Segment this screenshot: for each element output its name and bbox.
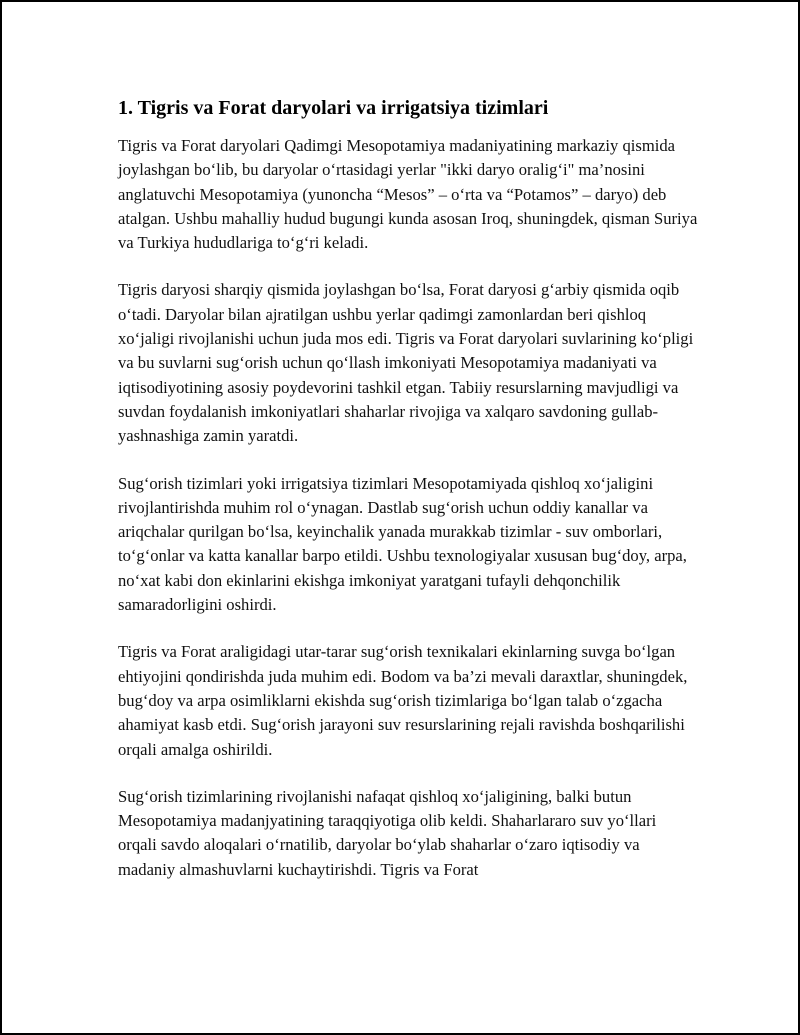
paragraph-3: Sug‘orish tizimlari yoki irrigatsiya tizimlari Mesopotamiyada qishloq xo‘jaligini rivojlantirishda muhim rol o‘ynagan. Dastlab sug‘orish uchun oddiy kanallar va ariqchalar qurilgan bo‘lsa, keyinchalik yanada murakkab tizimlar - suv omborlari, to‘g‘onlar va katta kanallar barpo etildi. Ushbu texnologiyalar xususan bug‘doy, arpa, no‘xat kabi don ekinlarini ekishga imkoniyat yaratgani tufayli dehqonchilik samaradorligini oshirdi. xyxy=(118,473,687,615)
paragraph-1: Tigris va Forat daryolari Qadimgi Mesopotamiya madaniyatining markaziy qismida joylashgan bo‘lib, bu daryolar o‘rtasidagi yerlar "ikki daryo oralig‘i" ma’nosini anglatuvchi Mesopotamiya (yunoncha “Mesos” – o‘rta va “Potamos” – daryo) deb atalgan. Ushbu mahalliy hudud bugungi kunda asosan Iroq, shuningdek, qisman Suriya va Turkiya hududlariga to‘g‘ri keladi. xyxy=(118,136,698,253)
section-heading: 1. Tigris va Forat daryolari va irrigatsiya tizimlari xyxy=(118,97,549,119)
document-content xyxy=(118,96,698,905)
paragraph-2: Tigris daryosi sharqiy qismida joylashgan bo‘lsa, Forat daryosi g‘arbiy qismida oqib o‘tadi. Daryolar bilan ajratilgan ushbu yerlar qadimgi zamonlardan beri qishloq xo‘jaligi rivojlanishi uchun juda mos edi. Tigris va Forat daryolari suvlarining ko‘pligi va bu suvlarni sug‘orish uchun qo‘llash imkoniyati Mesopotamiya madaniyati va iqtisodiyotining asosiy poydevorini tashkil etgan. Tabiiy resurslarning mavjudligi va suvdan foydalanish imkoniyatlari shaharlar rivojiga va xalqaro savdoning gullab-yashnashiga zamin yaratdi. xyxy=(118,280,694,446)
paragraph-4: Tigris va Forat araligidagi utar-tarar sug‘orish texnikalari ekinlarning suvga bo‘lgan ehtiyojini qondirishda juda muhim edi. Bodom va ba’zi mevali daraxtlar, shuningdek, bug‘doy va arpa osimliklarni ekishda sug‘orish tizimlariga bo‘lgan talab o‘zgacha ahamiyat kasb etdi. Sug‘orish jarayoni suv resurslarining rejali ravishda boshqarilishi orqali amalga oshirildi. xyxy=(118,642,688,759)
paragraph-5: Sug‘orish tizimlarining rivojlanishi nafaqat qishloq xo‘jaligining, balki butun Mesopotamiya madanjyatining taraqqiyotiga olib keldi. Shaharlararo suv yo‘llari orqali savdo aloqalari o‘rnatilib, daryolar bo‘ylab shaharlar o‘zaro iqtisodiy va madaniy almashuvlarni kuchaytirishdi. Tigris va Forat xyxy=(118,786,657,879)
